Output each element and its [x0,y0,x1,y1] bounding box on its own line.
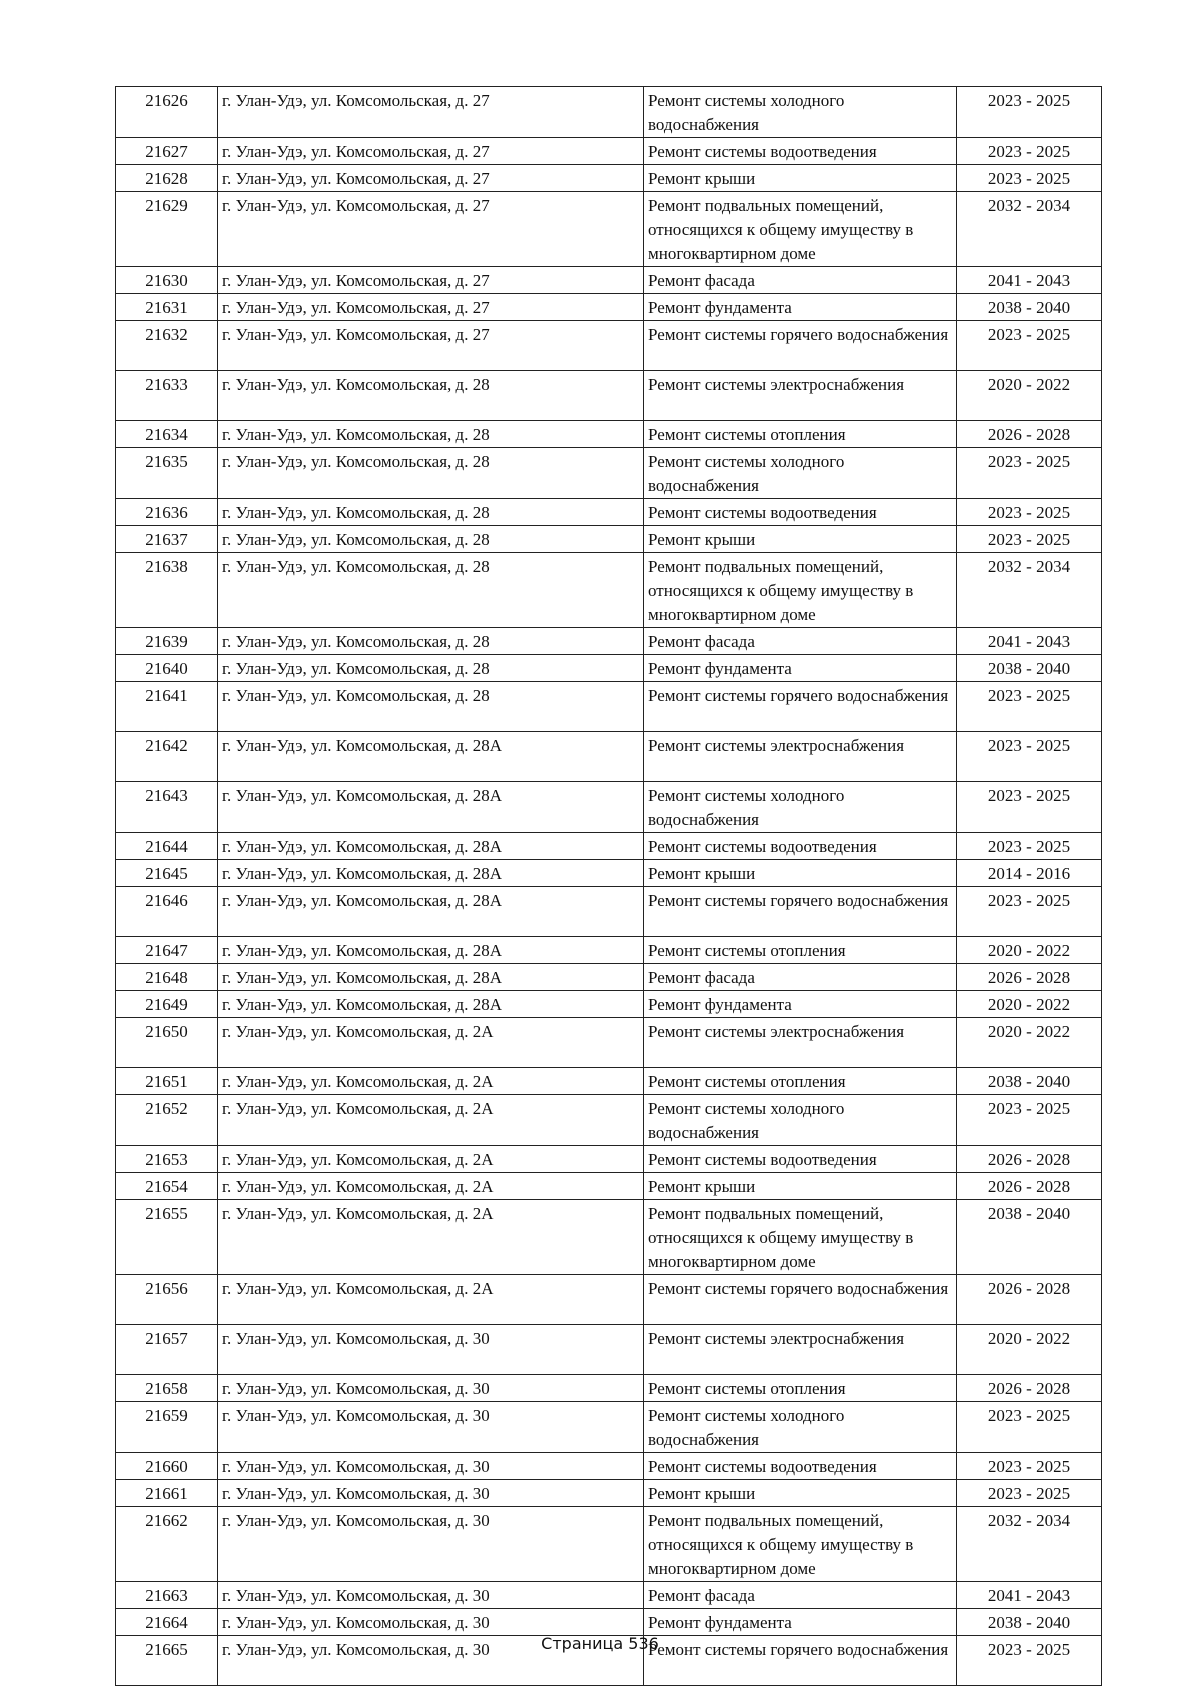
table-row [116,1200,1102,1275]
table-row [116,1507,1102,1582]
row-work-type: Ремонт системы горячего водоснабжения [644,887,957,937]
repair-schedule-table [115,86,1102,1686]
row-address: г. Улан-Удэ, ул. Комсомольская, д. 27 [218,294,644,321]
row-address: г. Улан-Удэ, ул. Комсомольская, д. 27 [218,165,644,192]
row-work-type: Ремонт системы водоотведения [644,138,957,165]
row-number: 21645 [116,860,218,887]
row-address: г. Улан-Удэ, ул. Комсомольская, д. 30 [218,1402,644,1453]
table-row [116,937,1102,964]
row-address: г. Улан-Удэ, ул. Комсомольская, д. 30 [218,1375,644,1402]
row-period: 2023 - 2025 [957,782,1102,833]
row-address: г. Улан-Удэ, ул. Комсомольская, д. 2А [218,1200,644,1275]
row-address: г. Улан-Удэ, ул. Комсомольская, д. 30 [218,1582,644,1609]
row-work-type: Ремонт системы отопления [644,1068,957,1095]
row-address: г. Улан-Удэ, ул. Комсомольская, д. 30 [218,1453,644,1480]
row-number: 21626 [116,87,218,138]
table-row [116,1018,1102,1068]
row-number: 21630 [116,267,218,294]
row-period: 2026 - 2028 [957,1173,1102,1200]
row-period: 2026 - 2028 [957,1375,1102,1402]
row-address: г. Улан-Удэ, ул. Комсомольская, д. 28А [218,782,644,833]
row-address: г. Улан-Удэ, ул. Комсомольская, д. 2А [218,1146,644,1173]
table-row [116,87,1102,138]
table-row [116,782,1102,833]
row-work-type: Ремонт системы горячего водоснабжения [644,1275,957,1325]
table-body [116,87,1102,1686]
row-period: 2014 - 2016 [957,860,1102,887]
row-address: г. Улан-Удэ, ул. Комсомольская, д. 2А [218,1095,644,1146]
row-number: 21661 [116,1480,218,1507]
row-address: г. Улан-Удэ, ул. Комсомольская, д. 28 [218,682,644,732]
row-period: 2023 - 2025 [957,1402,1102,1453]
row-work-type: Ремонт фундамента [644,294,957,321]
table-row [116,1095,1102,1146]
row-number: 21637 [116,526,218,553]
row-address: г. Улан-Удэ, ул. Комсомольская, д. 28А [218,964,644,991]
table-row [116,294,1102,321]
row-period: 2023 - 2025 [957,732,1102,782]
row-period: 2020 - 2022 [957,1018,1102,1068]
row-address: г. Улан-Удэ, ул. Комсомольская, д. 2А [218,1275,644,1325]
row-work-type: Ремонт фасада [644,1582,957,1609]
row-period: 2020 - 2022 [957,371,1102,421]
row-number: 21628 [116,165,218,192]
row-period: 2026 - 2028 [957,1146,1102,1173]
row-work-type: Ремонт системы водоотведения [644,833,957,860]
row-period: 2038 - 2040 [957,1200,1102,1275]
row-work-type: Ремонт фундамента [644,991,957,1018]
table-row [116,1402,1102,1453]
table-row [116,682,1102,732]
row-period: 2038 - 2040 [957,294,1102,321]
row-address: г. Улан-Удэ, ул. Комсомольская, д. 28 [218,448,644,499]
row-address: г. Улан-Удэ, ул. Комсомольская, д. 2А [218,1068,644,1095]
row-work-type: Ремонт фундамента [644,655,957,682]
row-period: 2041 - 2043 [957,267,1102,294]
row-address: г. Улан-Удэ, ул. Комсомольская, д. 28 [218,371,644,421]
row-work-type: Ремонт системы отопления [644,937,957,964]
row-period: 2020 - 2022 [957,1325,1102,1375]
row-number: 21634 [116,421,218,448]
row-address: г. Улан-Удэ, ул. Комсомольская, д. 28А [218,887,644,937]
table-row [116,860,1102,887]
row-address: г. Улан-Удэ, ул. Комсомольская, д. 27 [218,138,644,165]
row-period: 2023 - 2025 [957,321,1102,371]
row-number: 21638 [116,553,218,628]
row-number: 21639 [116,628,218,655]
row-number: 21636 [116,499,218,526]
row-period: 2032 - 2034 [957,553,1102,628]
row-address: г. Улан-Удэ, ул. Комсомольская, д. 28 [218,526,644,553]
row-number: 21658 [116,1375,218,1402]
row-period: 2038 - 2040 [957,1609,1102,1636]
row-address: г. Улан-Удэ, ул. Комсомольская, д. 28А [218,860,644,887]
table-row [116,1480,1102,1507]
table-row [116,1068,1102,1095]
row-number: 21657 [116,1325,218,1375]
row-period: 2026 - 2028 [957,1275,1102,1325]
table-row [116,421,1102,448]
row-period: 2038 - 2040 [957,1068,1102,1095]
row-work-type: Ремонт подвальных помещений, относящихся к общему имуществу в многоквартирном доме [644,1507,957,1582]
table-row [116,165,1102,192]
row-period: 2023 - 2025 [957,165,1102,192]
row-period: 2032 - 2034 [957,1507,1102,1582]
row-address: г. Улан-Удэ, ул. Комсомольская, д. 27 [218,267,644,294]
row-work-type: Ремонт системы электроснабжения [644,371,957,421]
row-period: 2023 - 2025 [957,682,1102,732]
table-row [116,526,1102,553]
table-row [116,448,1102,499]
row-period: 2026 - 2028 [957,964,1102,991]
row-period: 2023 - 2025 [957,1636,1102,1686]
row-work-type: Ремонт крыши [644,860,957,887]
table-row [116,1275,1102,1325]
row-work-type: Ремонт системы отопления [644,421,957,448]
row-work-type: Ремонт крыши [644,1173,957,1200]
row-work-type: Ремонт фасада [644,267,957,294]
table-row [116,371,1102,421]
row-number: 21633 [116,371,218,421]
table-row [116,1146,1102,1173]
row-period: 2023 - 2025 [957,87,1102,138]
row-number: 21650 [116,1018,218,1068]
row-address: г. Улан-Удэ, ул. Комсомольская, д. 28А [218,991,644,1018]
row-work-type: Ремонт системы отопления [644,1375,957,1402]
row-number: 21627 [116,138,218,165]
row-work-type: Ремонт системы водоотведения [644,499,957,526]
row-number: 21655 [116,1200,218,1275]
row-address: г. Улан-Удэ, ул. Комсомольская, д. 28 [218,553,644,628]
row-period: 2023 - 2025 [957,448,1102,499]
row-work-type: Ремонт фасада [644,628,957,655]
row-number: 21632 [116,321,218,371]
row-address: г. Улан-Удэ, ул. Комсомольская, д. 28А [218,937,644,964]
row-period: 2023 - 2025 [957,1453,1102,1480]
row-period: 2023 - 2025 [957,499,1102,526]
table-row [116,964,1102,991]
row-number: 21659 [116,1402,218,1453]
row-number: 21640 [116,655,218,682]
row-address: г. Улан-Удэ, ул. Комсомольская, д. 27 [218,87,644,138]
table-row [116,499,1102,526]
row-work-type: Ремонт системы горячего водоснабжения [644,682,957,732]
row-address: г. Улан-Удэ, ул. Комсомольская, д. 28А [218,833,644,860]
row-number: 21654 [116,1173,218,1200]
row-work-type: Ремонт крыши [644,1480,957,1507]
table-row [116,887,1102,937]
row-address: г. Улан-Удэ, ул. Комсомольская, д. 30 [218,1636,644,1686]
row-address: г. Улан-Удэ, ул. Комсомольская, д. 30 [218,1609,644,1636]
row-work-type: Ремонт подвальных помещений, относящихся к общему имуществу в многоквартирном доме [644,1200,957,1275]
row-number: 21646 [116,887,218,937]
row-period: 2020 - 2022 [957,991,1102,1018]
table-row [116,1375,1102,1402]
row-address: г. Улан-Удэ, ул. Комсомольская, д. 28 [218,421,644,448]
row-number: 21643 [116,782,218,833]
row-address: г. Улан-Удэ, ул. Комсомольская, д. 28 [218,628,644,655]
table-row [116,321,1102,371]
row-work-type: Ремонт системы водоотведения [644,1146,957,1173]
row-number: 21651 [116,1068,218,1095]
row-work-type: Ремонт системы электроснабжения [644,1325,957,1375]
row-period: 2023 - 2025 [957,138,1102,165]
row-work-type: Ремонт крыши [644,165,957,192]
row-address: г. Улан-Удэ, ул. Комсомольская, д. 30 [218,1507,644,1582]
row-number: 21656 [116,1275,218,1325]
row-address: г. Улан-Удэ, ул. Комсомольская, д. 30 [218,1480,644,1507]
table-row [116,1325,1102,1375]
row-address: г. Улан-Удэ, ул. Комсомольская, д. 2А [218,1173,644,1200]
row-number: 21629 [116,192,218,267]
row-address: г. Улан-Удэ, ул. Комсомольская, д. 2А [218,1018,644,1068]
table-row [116,991,1102,1018]
row-number: 21660 [116,1453,218,1480]
row-work-type: Ремонт системы электроснабжения [644,1018,957,1068]
row-number: 21644 [116,833,218,860]
row-number: 21649 [116,991,218,1018]
row-number: 21647 [116,937,218,964]
row-period: 2023 - 2025 [957,526,1102,553]
row-work-type: Ремонт подвальных помещений, относящихся к общему имуществу в многоквартирном доме [644,553,957,628]
row-number: 21641 [116,682,218,732]
table-row [116,192,1102,267]
row-work-type: Ремонт фасада [644,964,957,991]
table-row [116,833,1102,860]
table-row [116,628,1102,655]
row-number: 21664 [116,1609,218,1636]
row-number: 21648 [116,964,218,991]
row-number: 21642 [116,732,218,782]
row-period: 2023 - 2025 [957,1480,1102,1507]
row-period: 2026 - 2028 [957,421,1102,448]
row-work-type: Ремонт фундамента [644,1609,957,1636]
row-number: 21662 [116,1507,218,1582]
table-row [116,732,1102,782]
row-address: г. Улан-Удэ, ул. Комсомольская, д. 28 [218,655,644,682]
row-work-type: Ремонт подвальных помещений, относящихся к общему имуществу в многоквартирном доме [644,192,957,267]
row-address: г. Улан-Удэ, ул. Комсомольская, д. 30 [218,1325,644,1375]
table-row [116,1582,1102,1609]
row-work-type: Ремонт системы электроснабжения [644,732,957,782]
table-row [116,1453,1102,1480]
row-address: г. Улан-Удэ, ул. Комсомольская, д. 28А [218,732,644,782]
row-address: г. Улан-Удэ, ул. Комсомольская, д. 27 [218,192,644,267]
row-work-type: Ремонт крыши [644,526,957,553]
row-address: г. Улан-Удэ, ул. Комсомольская, д. 27 [218,321,644,371]
row-period: 2023 - 2025 [957,833,1102,860]
page-number: Страница 536 [541,1634,659,1653]
row-work-type: Ремонт системы холодного водоснабжения [644,448,957,499]
row-number: 21665 [116,1636,218,1686]
row-number: 21631 [116,294,218,321]
row-period: 2041 - 2043 [957,1582,1102,1609]
table-row [116,553,1102,628]
row-period: 2038 - 2040 [957,655,1102,682]
table-row [116,1609,1102,1636]
row-number: 21652 [116,1095,218,1146]
table-row [116,1173,1102,1200]
row-period: 2041 - 2043 [957,628,1102,655]
row-work-type: Ремонт системы горячего водоснабжения [644,1636,957,1686]
row-number: 21635 [116,448,218,499]
row-number: 21663 [116,1582,218,1609]
table-row [116,138,1102,165]
row-work-type: Ремонт системы холодного водоснабжения [644,1095,957,1146]
row-address: г. Улан-Удэ, ул. Комсомольская, д. 28 [218,499,644,526]
row-period: 2023 - 2025 [957,1095,1102,1146]
row-period: 2032 - 2034 [957,192,1102,267]
row-period: 2023 - 2025 [957,887,1102,937]
row-number: 21653 [116,1146,218,1173]
row-work-type: Ремонт системы холодного водоснабжения [644,1402,957,1453]
row-work-type: Ремонт системы холодного водоснабжения [644,782,957,833]
row-work-type: Ремонт системы горячего водоснабжения [644,321,957,371]
table-row [116,655,1102,682]
row-work-type: Ремонт системы холодного водоснабжения [644,87,957,138]
table-row [116,267,1102,294]
row-work-type: Ремонт системы водоотведения [644,1453,957,1480]
row-period: 2020 - 2022 [957,937,1102,964]
